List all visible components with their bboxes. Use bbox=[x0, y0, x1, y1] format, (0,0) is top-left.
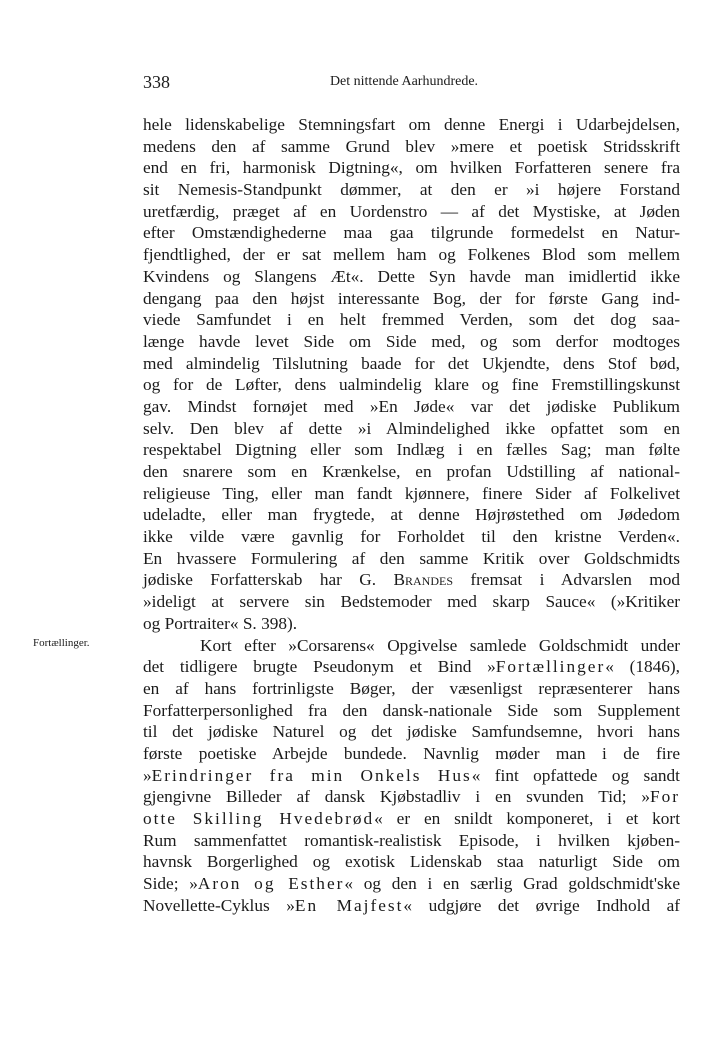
text-line bbox=[143, 396, 680, 418]
body-text bbox=[143, 114, 680, 916]
text-segment: sit Nemesis-Standpunkt dømmer, at den er »i højere Forstand bbox=[143, 180, 680, 200]
text-line bbox=[143, 179, 680, 201]
spaced-text: Fortællinger bbox=[495, 657, 606, 677]
text-segment: udeladte, eller man frygtede, at denne Højrøstethed om Jødedom bbox=[143, 505, 680, 525]
text-segment: « og den i en særlig Grad goldschmidt'ske bbox=[344, 874, 680, 894]
text-segment: den snarere som en Krænkelse, en profan Udstilling af national- bbox=[143, 462, 680, 481]
text-segment: fremsat i Advarslen mod bbox=[453, 570, 680, 590]
text-line bbox=[143, 222, 680, 244]
text-line bbox=[143, 548, 680, 570]
text-line bbox=[143, 201, 680, 223]
text-segment: Kort efter »Corsarens« Opgivelse samlede Goldschmidt under bbox=[200, 635, 680, 655]
text-segment: gjengivne Billeder af dansk Kjøbstadliv i en svunden Tid; » bbox=[143, 787, 650, 807]
text-line bbox=[143, 873, 680, 895]
text-segment: « udgjøre det øvrige Indhold af bbox=[403, 895, 680, 915]
text-segment: og Portraiter« S. 398). bbox=[143, 613, 298, 633]
spaced-text: Erindringer fra min Onkels Hus bbox=[151, 765, 472, 785]
text-line bbox=[143, 374, 680, 396]
running-title bbox=[0, 74, 704, 90]
text-line bbox=[143, 786, 680, 808]
text-line bbox=[143, 504, 680, 526]
text-segment: hele lidenskabelige Stemningsfart om denne Energi i Udarbejdelsen, bbox=[143, 115, 680, 134]
text-line bbox=[143, 418, 680, 440]
text-line bbox=[143, 765, 680, 787]
text-line bbox=[143, 114, 680, 136]
text-line bbox=[143, 309, 680, 331]
running-title-text: Det nittende Aarhundrede. bbox=[329, 74, 479, 89]
text-segment: « er en snildt komponeret, i et kort bbox=[374, 809, 680, 828]
text-line bbox=[143, 331, 680, 353]
text-line bbox=[143, 353, 680, 375]
text-segment: selv. Den blev af dette »i Almindelighed ikke opfattet som en bbox=[143, 418, 680, 438]
text-line bbox=[143, 830, 680, 852]
text-line bbox=[143, 635, 680, 657]
text-segment: uretfærdig, præget af en Uordenstro — af det Mystiske, at Jøden bbox=[143, 201, 680, 221]
text-segment: havnsk Borgerlighed og exotisk Lidenskab staa naturligt Side om bbox=[143, 852, 680, 872]
text-segment: Novellette-Cyklus » bbox=[143, 895, 295, 915]
text-line bbox=[143, 483, 680, 505]
text-segment: » bbox=[143, 765, 152, 785]
text-segment: og for de Løfter, dens ualmindelig klare og fine Fremstillingskunst bbox=[143, 375, 680, 395]
spaced-text: Aron og Esther bbox=[197, 874, 345, 894]
spaced-text: For bbox=[649, 787, 680, 807]
margin-note: Fortællinger. bbox=[33, 637, 90, 649]
text-segment: dengang paa den højst interessante Bog, der for første Gang ind- bbox=[143, 288, 680, 308]
text-segment: Kvindens og Slangens Æt«. Dette Syn havde man imidlertid ikke bbox=[143, 266, 680, 286]
text-line bbox=[143, 678, 680, 700]
spaced-text: otte Skilling Hvedebrød bbox=[143, 809, 375, 828]
text-segment: « fint opfattede og sandt bbox=[471, 765, 680, 785]
text-segment: fjendtlighed, der er sat mellem ham og Folkenes Blod som mellem bbox=[143, 245, 680, 265]
text-line bbox=[143, 700, 680, 722]
text-line bbox=[143, 244, 680, 266]
smallcaps-text: Brandes bbox=[393, 570, 454, 590]
text-line bbox=[143, 613, 680, 635]
text-segment: respektabel Digtning eller som Indlæg i en fælles Sag; man følte bbox=[143, 440, 680, 460]
text-line bbox=[143, 721, 680, 743]
text-line bbox=[143, 656, 680, 678]
text-segment: « (1846), bbox=[605, 657, 680, 677]
text-segment: til det jødiske Naturel og det jødiske Samfundsemne, hvori hans bbox=[143, 722, 680, 742]
text-segment: medens den af samme Grund blev »mere et poetisk Stridsskrift bbox=[143, 136, 680, 156]
page-number: 338 bbox=[143, 72, 170, 92]
text-segment: Side; » bbox=[143, 874, 198, 894]
text-segment: gav. Mindst fornøjet med »En Jøde« var det jødiske Publikum bbox=[143, 396, 680, 416]
text-segment: viede Samfundet i en helt fremmed Verden, som det dog saa- bbox=[143, 310, 680, 330]
text-segment: religieuse Ting, eller man fandt kjønnere, finere Sider af Folkelivet bbox=[143, 483, 680, 503]
text-segment: En hvassere Formulering af den samme Kritik over Goldschmidts bbox=[143, 548, 680, 568]
text-line bbox=[143, 569, 680, 591]
text-line bbox=[143, 895, 680, 917]
text-line bbox=[143, 808, 680, 830]
text-line bbox=[143, 591, 680, 613]
text-line bbox=[143, 743, 680, 765]
text-segment: det tidligere brugte Pseudonym et Bind » bbox=[143, 657, 496, 677]
text-segment: »ideligt at servere sin Bedstemoder med skarp Sauce« (»Kritiker bbox=[143, 592, 680, 612]
text-segment: jødiske Forfatterskab har G. bbox=[143, 570, 394, 590]
text-segment: ikke vilde være gavnlig for Forholdet til den kristne Verden«. bbox=[143, 527, 680, 547]
text-segment: Rum sammenfattet romantisk-realistisk Episode, i hvilken kjøben- bbox=[143, 830, 680, 850]
spaced-text: En Majfest bbox=[294, 895, 404, 915]
text-segment: første poetiske Arbejde bundede. Navnlig møder man i de fire bbox=[143, 743, 680, 763]
text-line bbox=[143, 461, 680, 483]
text-segment: end en fri, harmonisk Digtning«, om hvilken Forfatteren senere fra bbox=[143, 158, 680, 178]
text-segment: efter Omstændighederne maa gaa tilgrunde formedelst en Natur- bbox=[143, 223, 680, 243]
text-line bbox=[143, 288, 680, 310]
text-segment: længe havde levet Side om Side med, og som derfor modtoges bbox=[143, 331, 680, 351]
text-line bbox=[143, 526, 680, 548]
text-segment: Forfatterpersonlighed fra den dansk-nationale Side som Supplement bbox=[143, 700, 680, 720]
text-line bbox=[143, 266, 680, 288]
text-line bbox=[143, 851, 680, 873]
text-segment: med almindelig Tilslutning baade for det Ukjendte, dens Stof bød, bbox=[143, 353, 680, 373]
text-line bbox=[143, 136, 680, 158]
text-segment: en af hans fortrinligste Bøger, der væsenligst repræsenterer hans bbox=[143, 678, 680, 698]
text-line bbox=[143, 439, 680, 461]
text-line bbox=[143, 157, 680, 179]
